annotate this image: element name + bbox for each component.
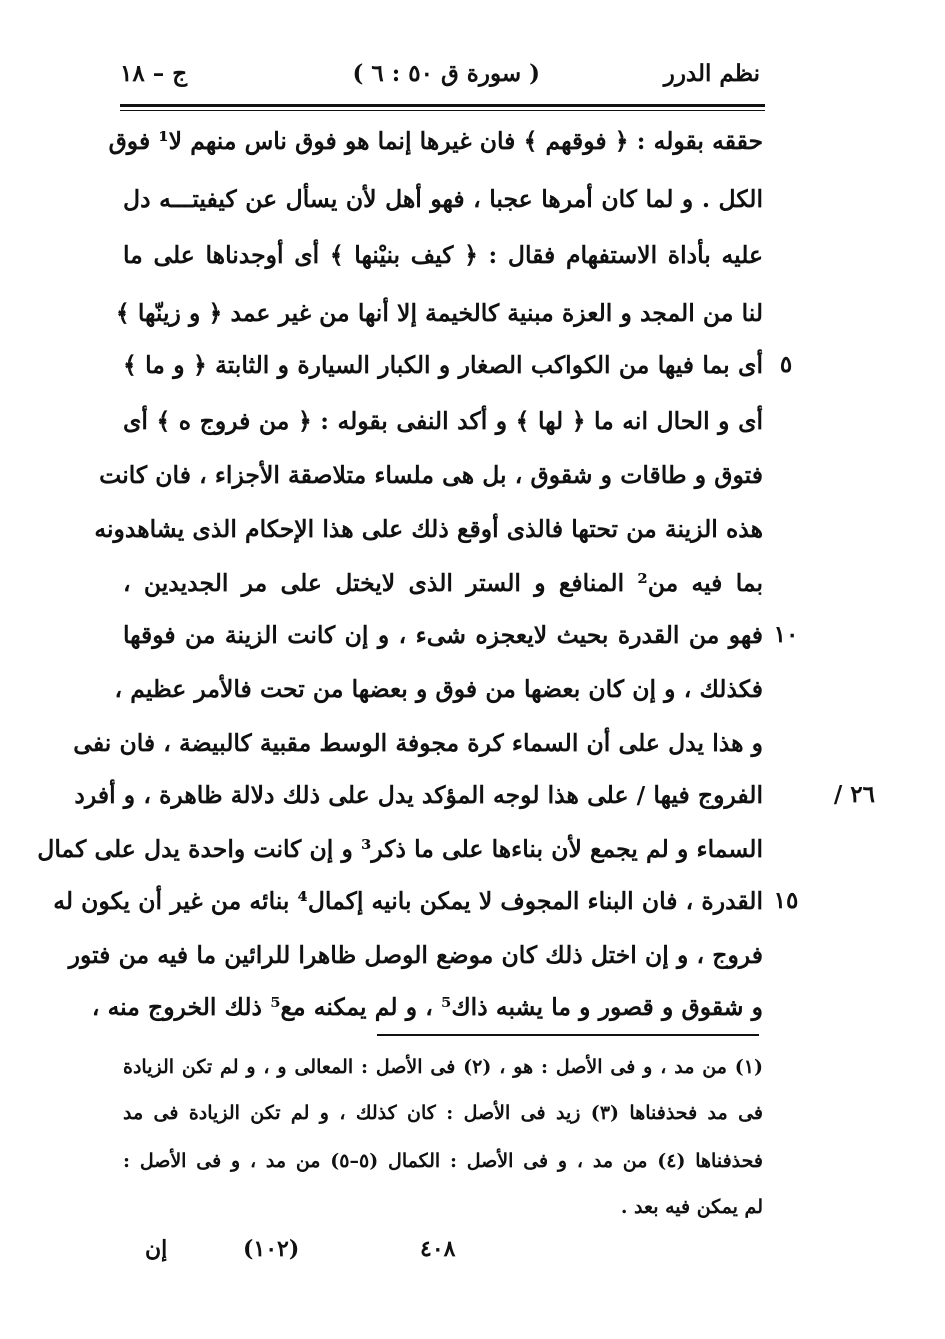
body-line: بما فيه من² المنافع و الستر الذى لايختل على مر الجديدين ، <box>123 569 763 597</box>
body-line: الكل . و لما كان أمرها عجبا ، فهو أهل لأن يسأل عن كيفيتـــه دل <box>123 185 763 213</box>
body-line: السماء و لم يجمع لأن بناءها على ما ذكر³ و إن كانت واحدة يدل على كمال <box>37 835 763 863</box>
running-header <box>120 60 760 96</box>
footnote-line: فى مد فحذفناها (٣) زيد فى الأصل : كان كذلك ، و لم تكن الزيادة فى مد <box>123 1102 764 1124</box>
body-line: فهو من القدرة بحيث لايعجزه شىء ، و إن كانت الزينة من فوقها <box>123 621 763 649</box>
footnote-line: (١) من مد ، و فى الأصل : هو ، (٢) فى الأصل : المعالى و ، و لم تكن الزيادة <box>123 1056 763 1078</box>
body-line: فتوق و طاقات و شقوق ، بل هى ملساء متلاصقة الأجزاء ، فان كانت <box>99 461 763 489</box>
manuscript-folio-marker: ٢٦ / <box>833 781 875 808</box>
sequence-number: (١٠٢) <box>243 1236 300 1262</box>
body-line: فكذلك ، و إن كان بعضها من فوق و بعضها من تحت فالأمر عظيم ، <box>114 675 763 703</box>
footnote-rule <box>377 1034 759 1036</box>
body-line: هذه الزينة من تحتها فالذى أوقع ذلك على هذا الإحكام الذى يشاهدونه <box>94 515 763 543</box>
body-line: أى بما فيها من الكواكب الصغار و الكبار السيارة و الثابتة ﴿ و ما ﴾ <box>123 351 763 379</box>
book-title: نظم الدرر <box>663 60 760 87</box>
body-line: فروج ، و إن اختل ذلك كان موضع الوصل ظاهرا للرائين ما فيه من فتور <box>68 941 763 969</box>
footnote-line: فحذفناها (٤) من مد ، و فى الأصل : الكمال (٥–٥) من مد ، و فى الأصل : <box>123 1150 763 1172</box>
body-line: القدرة ، فان البناء المجوف لا يمكن بانيه إكمال⁴ بنائه من غير أن يكون له <box>53 887 763 915</box>
surah-reference: ( سورة ق ٥٠ : ٦ ) <box>352 60 540 87</box>
header-rule-thin <box>120 110 765 111</box>
body-line: الفروج فيها / على هذا لوجه المؤكد يدل على ذلك دلالة ظاهرة ، و أفرد <box>74 781 763 809</box>
body-line: و شقوق و قصور و ما يشبه ذاك⁵ ، و لم يمكنه مع⁵ ذلك الخروج منه ، <box>91 993 763 1021</box>
line-number: ٥ <box>779 351 793 378</box>
catchword: إن <box>145 1236 168 1262</box>
footnote-line: لم يمكن فيه بعد . <box>620 1196 763 1218</box>
volume-reference: ج – ١٨ <box>120 60 188 87</box>
line-number: ١٠ <box>773 621 799 648</box>
body-line: حققه بقوله : ﴿ فوقهم ﴾ فان غيرها إنما هو فوق ناس منهم لا¹ فوق <box>108 127 763 155</box>
body-line: عليه بأداة الاستفهام فقال : ﴿ كيف بنيْنها ﴾ أى أوجدناها على ما <box>123 241 763 269</box>
line-number: ١٥ <box>773 887 799 914</box>
body-line: لنا من المجد و العزة مبنية كالخيمة إلا أنها من غير عمد ﴿ و زينّها ﴾ <box>115 299 763 327</box>
page-number: ٤٠٨ <box>420 1236 456 1262</box>
body-line: و هذا يدل على أن السماء كرة مجوفة الوسط مقبية كالبيضة ، فان نفى <box>73 729 763 757</box>
body-line: أى و الحال انه ما ﴿ لها ﴾ و أكد النفى بقوله : ﴿ من فروج ه ﴾ أى <box>123 407 763 435</box>
header-rule <box>120 104 765 107</box>
